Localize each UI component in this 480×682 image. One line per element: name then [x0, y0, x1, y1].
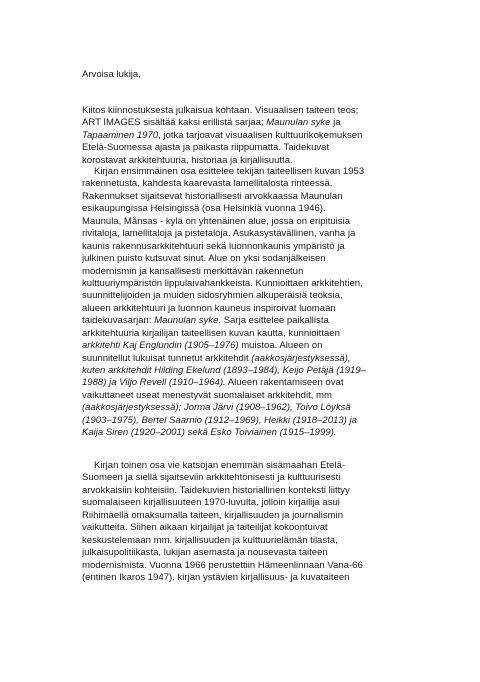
text-line: [82, 522, 363, 534]
body-text: vaikutteita. Siihen aikaan kirjailijat ja taiteilijat kokoontuivat: [82, 522, 328, 534]
body-text: suomalaiseen kirjallisuuteen 1970-luvulta, jolloin kirjailija asui: [82, 497, 340, 509]
text-line: [82, 166, 366, 178]
text-line: [82, 216, 366, 228]
body-text: suunnitellut lukuisat tunnetut arkkitehdit: [82, 352, 252, 364]
text-line: [82, 191, 366, 203]
text-line: [82, 105, 362, 117]
body-text: alueen arkkitehtuuri ja luonnon kauneus inspiroivat luomaan: [82, 302, 336, 314]
body-text: rakennetusta, kahdesta kaarevasta lamellitalosta rinteessä.: [82, 178, 333, 190]
text-line: [82, 485, 363, 497]
body-text: modernismin ja kansallisesti merkittävän rakennetun: [82, 265, 304, 277]
text-line: [82, 241, 366, 253]
text-line: [82, 266, 366, 278]
body-text: muistoa. Alueen on: [238, 340, 323, 352]
text-line: [82, 390, 366, 402]
body-text: Alueen rakentamiseen ovat: [225, 377, 344, 389]
text-line: [82, 497, 363, 509]
text-line: [82, 278, 366, 290]
body-text: Sarja esittelee paikallista: [221, 315, 329, 327]
body-text: ja: [330, 117, 341, 129]
text-line: [82, 203, 366, 215]
italic-text: 1988) ja Viljo Revell (1910–1964).: [82, 377, 226, 389]
body-text: taidekuvasarjan:: [82, 315, 155, 327]
body-text: Riihimäellä omaksumalla taiteen, kirjallisuuden ja journalismin: [82, 509, 344, 521]
italic-text: Maunulan syke: [266, 117, 331, 129]
body-text: Kiitos kiinnostuksesta julkaisua kohtaan. Visuaalisen taiteen teos;: [82, 105, 359, 116]
text-line: [82, 460, 363, 472]
text-line: [82, 142, 362, 154]
text-line: [82, 353, 366, 365]
body-text: Kirjan ensimmäinen osa esittelee tekijän taiteellisen kuvan 1953: [94, 166, 365, 177]
text-line: [82, 415, 366, 427]
salutation: Arvoisa lukija,: [82, 69, 141, 80]
text-line: [82, 228, 366, 240]
body-text: korostavat arkkitehtuuria, historiaa ja kirjallisuutta.: [82, 154, 293, 166]
text-line: [82, 253, 366, 265]
text-line: [82, 547, 363, 559]
paragraph-tapaaminen-1970: [82, 460, 363, 584]
body-text: kaunis rakennusarkkitehtuuri sekä luonnonkaunis ympäristö ja: [82, 240, 345, 252]
body-text: ART IMAGES sisältää kaksi erillistä sarjaa;: [82, 117, 267, 129]
body-text: (entinen Ikaros 1947), kirjan ystävien kirjallisuus- ja kuvataiteen: [82, 571, 350, 583]
text-line: [82, 535, 363, 547]
body-text: modernismista. Vuonna 1966 perustettiin Hämeenlinnaan Vana-66: [82, 559, 363, 571]
text-line: [82, 290, 366, 302]
body-text: Kirjan toinen osa vie katsojan enemmän sisämaahan Etelä-: [94, 460, 346, 471]
text-line: [82, 303, 366, 315]
body-text: esikaupungissa Helsingissä (osa Helsinkiä vuonna 1946).: [82, 203, 326, 215]
text-line: [82, 402, 366, 414]
body-text: Maunula, Månsas - kylä on yhtenäinen alue, jossa on eripituisia: [82, 215, 350, 227]
italic-text: Kaija Siren (1920–2001) sekä Esko Toiviainen (1915–1999).: [82, 427, 337, 439]
italic-text: (aakkosjärjestyksessä),: [251, 352, 351, 364]
italic-text: Tapaaminen 1970: [82, 129, 159, 141]
italic-text: kuten arkkitehdit Hilding Ekelund (1893–1984), Keijo Petäjä (1919–: [82, 365, 366, 376]
text-line: [82, 560, 363, 572]
body-text: Rakennukset sijaitsevat historiallisesti arvokkaassa Maunulan: [82, 190, 343, 202]
text-line: [82, 130, 362, 142]
body-text: , jotka tarjoavat visuaalisen kulttuurikokemuksen: [158, 129, 363, 141]
text-line: [82, 377, 366, 389]
italic-text: (1903–1975), Bertel Saarnio (1912–1969), Heikki (1918–2013) ja: [82, 414, 357, 426]
text-line: [82, 427, 366, 439]
body-text: Suomeen ja siellä sijaitseviin arkkitehtonisesti ja kulttuurisesti: [82, 472, 341, 484]
body-text: arkkitehtuuria kirjailijan taiteellisen kuvan kautta, kunnioittaen: [82, 327, 340, 339]
body-text: keskustelemaan mm. kirjallisuuden ja kulttuurielämän tilasta,: [82, 534, 338, 546]
text-line: [82, 572, 363, 584]
body-text: Etelä-Suomessa ajasta ja paikasta riippumatta. Taidekuvat: [82, 142, 330, 154]
italic-text: arkkitehti Kaj Englundin (1905–1976): [82, 340, 239, 352]
body-text: kulttuuriympäristön lippulaivahankkeista. Kunnioittaen arkkitehtien,: [82, 277, 363, 289]
body-text: suunnittelijoiden ja muiden sidosryhmien alkuperäisiä teoksia,: [82, 290, 343, 302]
paragraph-intro: [82, 105, 362, 167]
body-text: rivitaloja, lamellitaloja ja pistetaloja. Asukasystävällinen, vanha ja: [82, 228, 356, 240]
body-text: arvokkaisiin kohteisiin. Taidekuvien historiallinen konteksti liittyy: [82, 484, 350, 496]
text-line: [82, 315, 366, 327]
text-line: [82, 365, 366, 377]
italic-text: (aakkosjärjestyksessä); Jorma Järvi (1908–1962), Toivo Löyksä: [82, 402, 351, 414]
paragraph-maunulan-syke: [82, 166, 366, 440]
body-text: vaikuttaneet useat menestyvät suomalaiset arkkitehdit, mm: [82, 389, 332, 401]
text-line: [82, 472, 363, 484]
text-line: [82, 328, 366, 340]
text-line: [82, 178, 366, 190]
body-text: julkaisupolitiikasta, lukijan asemasta ja nousevasta taiteen: [82, 547, 328, 559]
italic-text: Maunulan syke.: [154, 315, 222, 327]
text-line: [82, 117, 362, 129]
text-line: [82, 510, 363, 522]
body-text: julkinen puisto kutsuvat sinut. Alue on yksi sodanjälkeisen: [82, 253, 326, 265]
text-line: [82, 340, 366, 352]
